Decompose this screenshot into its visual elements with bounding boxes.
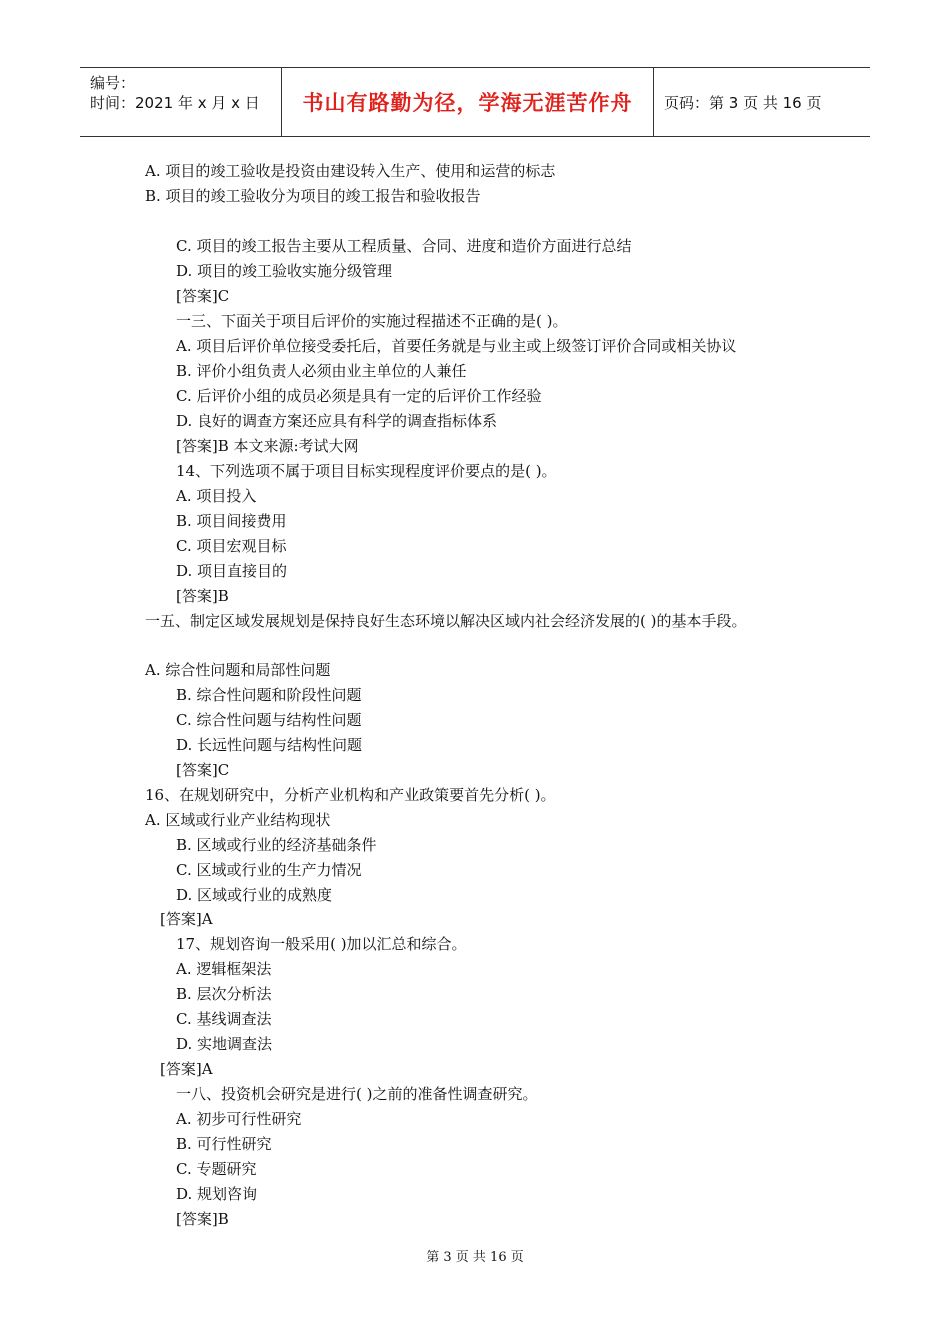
text-line: C. 项目宏观目标 <box>176 537 287 555</box>
text-line: A. 综合性问题和局部性问题 <box>145 661 331 679</box>
text-line: A. 初步可行性研究 <box>176 1110 302 1128</box>
text-line: B. 可行性研究 <box>176 1135 272 1153</box>
answer-line: [答案]A <box>160 1060 213 1078</box>
text-line: D. 区域或行业的成熟度 <box>176 886 333 904</box>
answer-line: [答案]C <box>176 761 230 779</box>
text-line: C. 综合性问题与结构性问题 <box>176 711 362 729</box>
page-header <box>80 67 870 137</box>
text-line: A. 项目投入 <box>176 487 257 505</box>
question-line: 14、下列选项不属于项目目标实现程度评价要点的是( )。 <box>176 462 557 480</box>
text-line: B. 项目的竣工验收分为项目的竣工报告和验收报告 <box>145 187 481 205</box>
text-line: B. 层次分析法 <box>176 985 272 1003</box>
text-line: B. 区域或行业的经济基础条件 <box>176 836 377 854</box>
question-line: 一三、下面关于项目后评价的实施过程描述不正确的是( )。 <box>176 312 568 330</box>
text-line: C. 项目的竣工报告主要从工程质量、合同、进度和造价方面进行总结 <box>176 237 632 255</box>
answer-line: [答案]B 本文来源:考试大网 <box>176 437 359 455</box>
text-line: D. 项目直接目的 <box>176 562 288 580</box>
answer-line: [答案]C <box>176 287 230 305</box>
motto: 书山有路勤为径，学海无涯苦作舟 <box>302 91 633 115</box>
text-line: D. 良好的调查方案还应具有科学的调查指标体系 <box>176 412 498 430</box>
number-label: 编号： <box>90 74 136 92</box>
question-line: 一八、投资机会研究是进行( )之前的准备性调查研究。 <box>176 1085 538 1103</box>
text-line: B. 评价小组负责人必须由业主单位的人兼任 <box>176 362 467 380</box>
text-line: D. 项目的竣工验收实施分级管理 <box>176 262 393 280</box>
text-line: B. 综合性问题和阶段性问题 <box>176 686 362 704</box>
question-line: 16、在规划研究中，分析产业机构和产业政策要首先分析( )。 <box>145 786 556 804</box>
text-line: C. 区域或行业的生产力情况 <box>176 861 362 879</box>
text-line: C. 基线调查法 <box>176 1010 272 1028</box>
text-line: A. 区域或行业产业结构现状 <box>145 811 331 829</box>
question-line: 17、规划咨询一般采用( )加以汇总和综合。 <box>176 935 467 953</box>
date-label: 时间：2021 年 x 月 x 日 <box>90 94 260 112</box>
answer-line: [答案]B <box>176 587 229 605</box>
text-line: A. 逻辑框架法 <box>176 960 272 978</box>
answer-line: [答案]B <box>176 1210 229 1228</box>
header-motto-cell <box>282 68 654 136</box>
text-line: D. 实地调查法 <box>176 1035 273 1053</box>
text-line: B. 项目间接费用 <box>176 512 287 530</box>
question-line: 一五、制定区域发展规划是保持良好生态环境以解决区域内社会经济发展的( )的基本手段。 <box>145 612 747 630</box>
text-line: C. 专题研究 <box>176 1160 257 1178</box>
header-meta <box>80 68 282 136</box>
text-line: A. 项目后评价单位接受委托后，首要任务就是与业主或上级签订评价合同或相关协议 <box>176 337 737 355</box>
text-line: D. 长远性问题与结构性问题 <box>176 736 363 754</box>
answer-line: [答案]A <box>160 910 213 928</box>
page-info: 页码：第 3 页 共 16 页 <box>664 93 822 112</box>
text-line: D. 规划咨询 <box>176 1185 258 1203</box>
text-line: C. 后评价小组的成员必须是具有一定的后评价工作经验 <box>176 387 542 405</box>
page-footer: 第 3 页 共 16 页 <box>426 1250 524 1265</box>
header-page-cell <box>654 68 870 136</box>
text-line: A. 项目的竣工验收是投资由建设转入生产、使用和运营的标志 <box>145 162 556 180</box>
